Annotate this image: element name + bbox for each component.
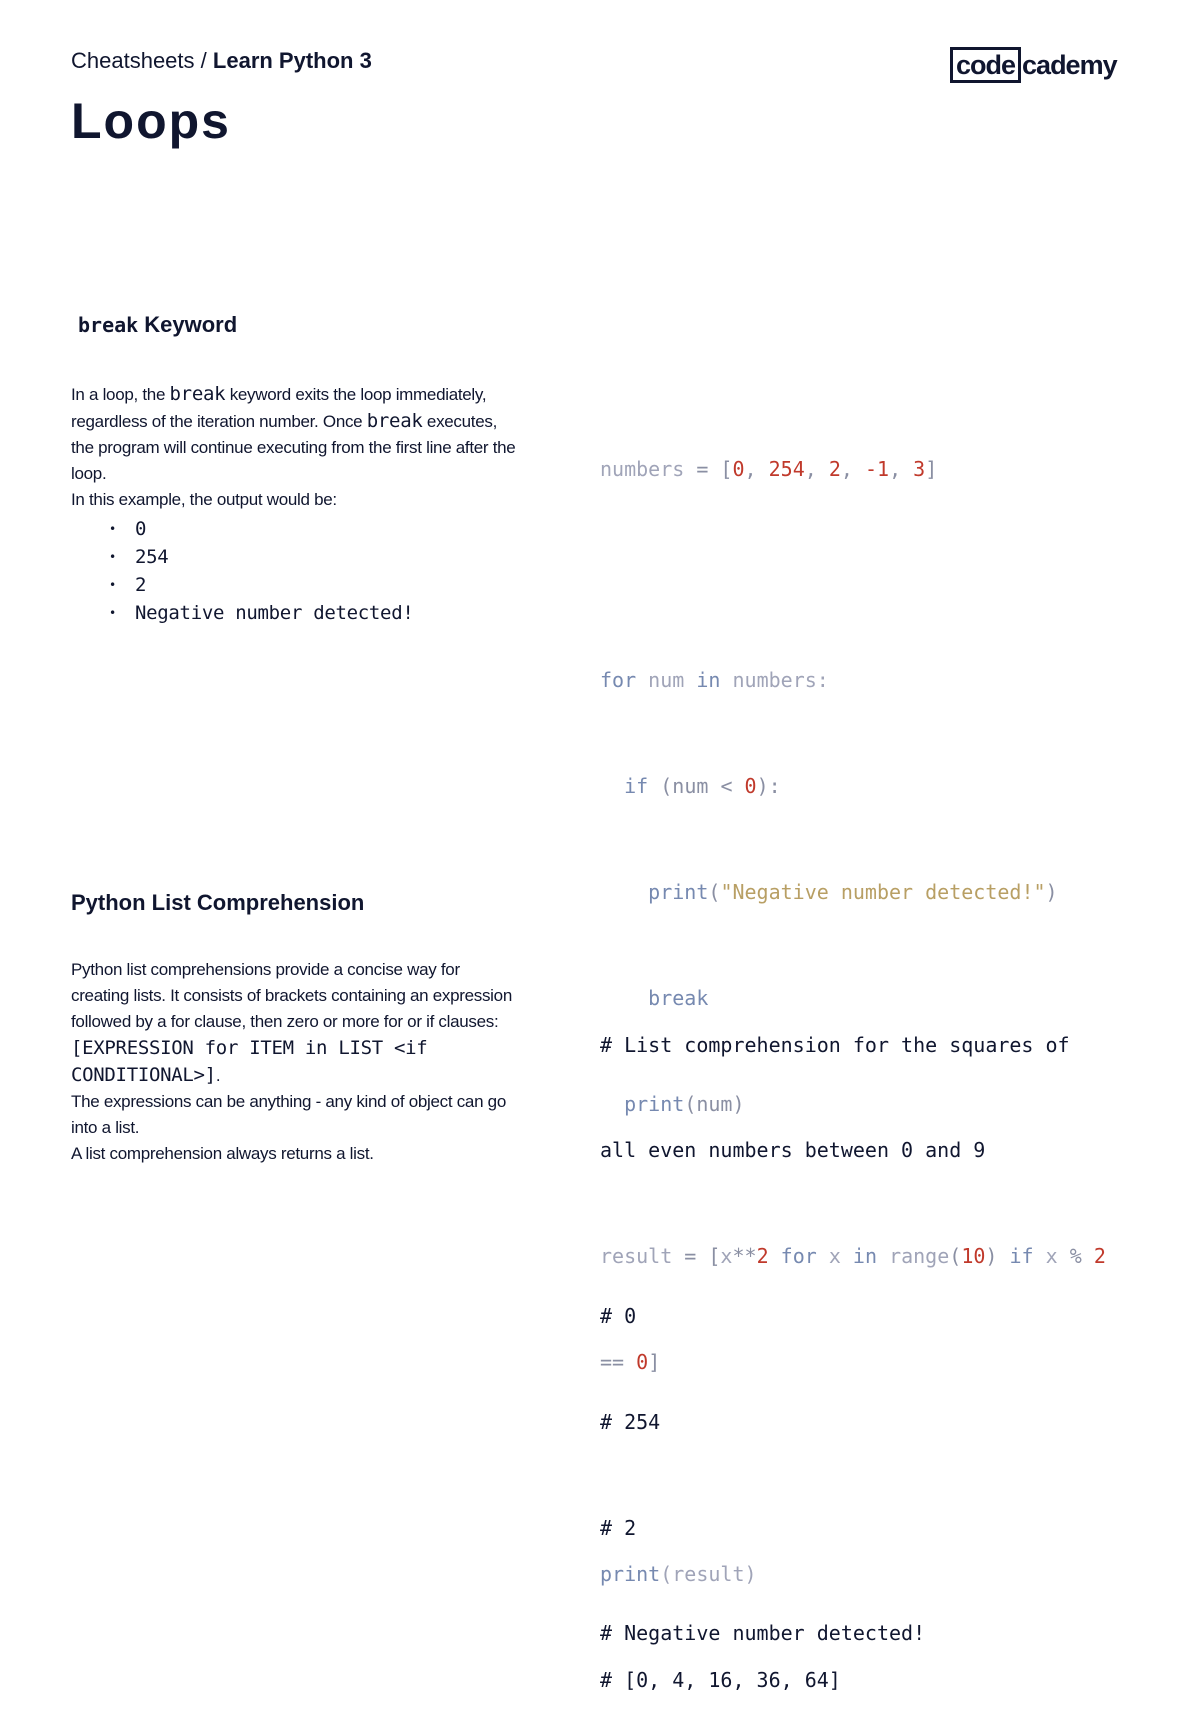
list-comprehension-description [71, 957, 521, 1167]
logo-rest-text: cademy [1022, 49, 1117, 80]
break-title-code: break [78, 313, 139, 337]
code-line: for num in numbers: [600, 668, 829, 693]
break-desc-text-1: In a loop, the [71, 385, 166, 404]
code-line: # 0 [600, 1303, 637, 1328]
breadcrumb-separator: / [200, 48, 207, 73]
break-desc-paragraph [71, 381, 521, 487]
lc-desc-inline-code: [EXPRESSION for ITEM in LIST <if CONDITIONAL>] [71, 1037, 428, 1086]
code-line: numbers = [0, 254, 2, -1, 3] [600, 456, 938, 481]
code-line: == 0] [600, 1350, 661, 1375]
logo-box-text: code [950, 47, 1021, 83]
code-line: # Negative number detected! [600, 1621, 926, 1646]
code-line: # 2 [600, 1515, 637, 1540]
break-desc-inline-code-1: break [169, 383, 226, 405]
break-desc-text-2: keyword exits the loop immediately, regardless of the iteration number. Once [71, 385, 487, 431]
page-title: Loops [71, 93, 231, 149]
code-line: all even numbers between 0 and 9 [600, 1138, 986, 1163]
lc-desc-dot: . [215, 1066, 221, 1085]
break-desc-text-4: In this example, the output would be: [71, 490, 337, 509]
list-item: • 0 [135, 515, 521, 543]
breadcrumb-root[interactable]: Cheatsheets [71, 48, 195, 73]
lc-desc-paragraph [71, 957, 521, 1089]
break-desc-text-3: executes, the program will continue executing from the first line after the loop. [71, 412, 516, 483]
code-line: # List comprehension for the squares of [600, 1032, 1070, 1057]
code-line: # 254 [600, 1409, 661, 1434]
breadcrumb-course[interactable]: Learn Python 3 [212, 48, 372, 73]
list-item: • 2 [135, 571, 521, 599]
code-line: print(num) [624, 1091, 745, 1116]
lc-desc-text-3: A list comprehension always returns a list. [71, 1144, 374, 1163]
break-section-title [71, 312, 237, 338]
code-line: result = [x**2 for x in range(10) if x % 2 [600, 1244, 1106, 1269]
code-line: print("Negative number detected!") [648, 880, 1058, 905]
code-line: if (num < 0): [624, 774, 781, 799]
codecademy-logo[interactable] [950, 46, 1117, 84]
code-line: # [0, 4, 16, 36, 64] [600, 1667, 841, 1692]
code-line: break [648, 986, 709, 1011]
break-desc-inline-code-2: break [366, 410, 423, 432]
code-line: print(result) [600, 1562, 757, 1587]
lc-desc-text-1: Python list comprehensions provide a concise way for creating lists. It consists of brackets containing an expression followed by a for clause, then zero or more for or if clauses: [71, 960, 512, 1031]
list-comprehension-section-title: Python List Comprehension [71, 890, 365, 915]
code-line-blank [600, 557, 1058, 592]
break-title-text: Keyword [144, 312, 238, 337]
list-item: • Negative number detected! [135, 599, 521, 627]
breadcrumb [71, 48, 372, 74]
lc-desc-text-2: The expressions can be anything - any kind of object can go into a list. [71, 1092, 506, 1137]
break-output-list [71, 515, 521, 627]
list-comprehension-code-block [600, 957, 1106, 1734]
list-item: • 254 [135, 543, 521, 571]
code-line-blank [600, 1451, 1106, 1486]
break-description [71, 381, 521, 627]
